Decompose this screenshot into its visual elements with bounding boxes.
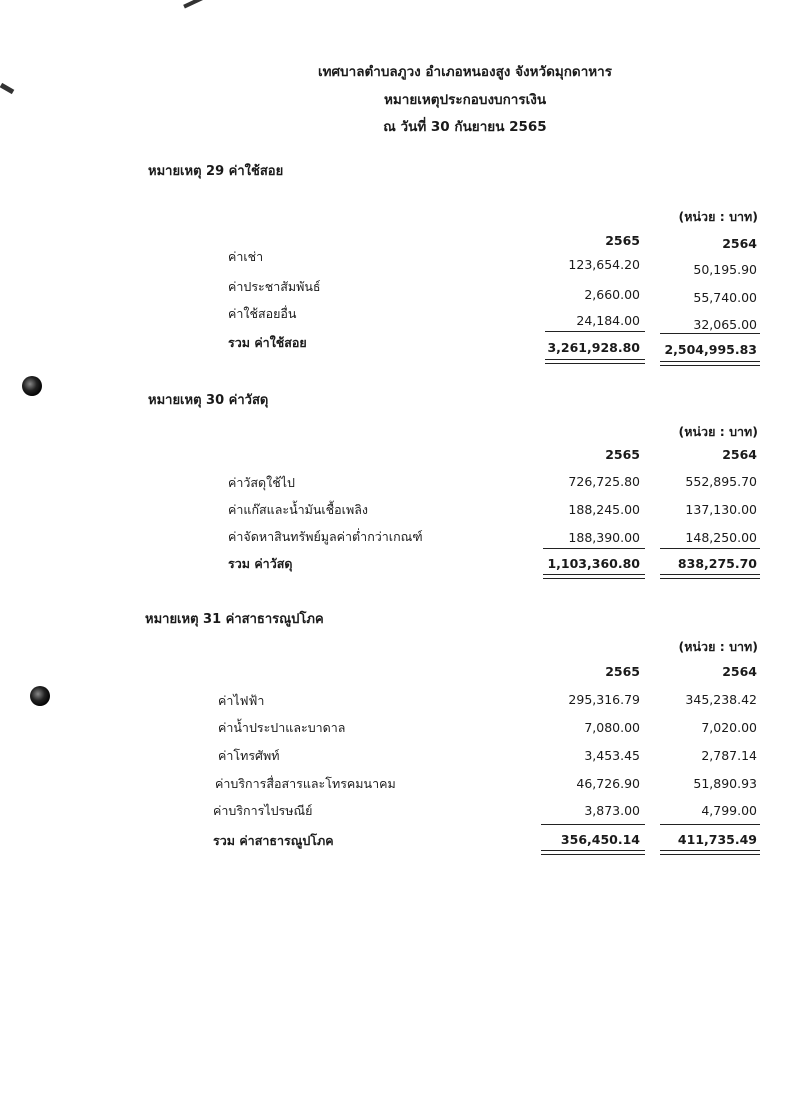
scan-mark-top (183, 0, 205, 8)
subtotal-rule-prior (660, 333, 760, 334)
row-label: ค่าโทรศัพท์ (218, 748, 280, 763)
row-current: 188,390.00 (568, 530, 640, 545)
row-label: ค่าเช่า (228, 249, 264, 264)
total-double-rule-current (543, 574, 645, 579)
row-prior: 50,195.90 (693, 262, 757, 277)
year-current-header: 2565 (605, 664, 640, 679)
subtotal-rule-prior (660, 824, 760, 825)
year-prior-header: 2564 (722, 236, 757, 251)
total-label: รวม ค่าวัสดุ (228, 556, 293, 571)
note-title: หมายเหตุ 29 ค่าใช้สอย (148, 164, 284, 179)
total-current: 356,450.14 (560, 832, 640, 847)
row-label: ค่าประชาสัมพันธ์ (228, 279, 321, 294)
subtotal-rule-current (543, 548, 645, 549)
year-prior-header: 2564 (722, 664, 757, 679)
row-prior: 345,238.42 (685, 692, 757, 707)
row-label: ค่าใช้สอยอื่น (228, 306, 297, 321)
note-title: หมายเหตุ 31 ค่าสาธารณูปโภค (145, 612, 324, 627)
doc-title: หมายเหตุประกอบงบการเงิน (383, 92, 547, 108)
total-double-rule-prior (660, 361, 760, 366)
row-current: 3,873.00 (584, 803, 640, 818)
row-current: 24,184.00 (576, 313, 640, 328)
row-current: 123,654.20 (568, 257, 640, 272)
row-current: 188,245.00 (568, 502, 640, 517)
row-label: ค่าไฟฟ้า (218, 693, 265, 708)
subtotal-rule-current (545, 331, 645, 332)
total-current: 3,261,928.80 (547, 340, 640, 355)
row-prior: 4,799.00 (701, 803, 757, 818)
row-prior: 32,065.00 (693, 317, 757, 332)
row-current: 3,453.45 (584, 748, 640, 763)
note-title: หมายเหตุ 30 ค่าวัสดุ (148, 393, 269, 408)
total-double-rule-prior (660, 574, 760, 579)
row-prior: 7,020.00 (701, 720, 757, 735)
row-label: ค่าจัดหาสินทรัพย์มูลค่าต่ำกว่าเกณฑ์ (228, 529, 423, 544)
row-prior: 51,890.93 (693, 776, 757, 791)
year-current-header: 2565 (605, 233, 640, 248)
unit-label: (หน่วย : บาท) (678, 424, 758, 439)
org-title: เทศบาลตำบลภูวง อำเภอหนองสูง จังหวัดมุกดาหาร (317, 64, 613, 80)
row-current: 2,660.00 (584, 287, 640, 302)
total-double-rule-current (545, 359, 645, 364)
row-current: 46,726.90 (576, 776, 640, 791)
row-prior: 552,895.70 (685, 474, 757, 489)
row-label: ค่าน้ำประปาและบาดาล (218, 720, 346, 735)
year-prior-header: 2564 (722, 447, 757, 462)
row-label: ค่าวัสดุใช้ไป (228, 475, 295, 490)
row-prior: 2,787.14 (701, 748, 757, 763)
row-label: ค่าบริการสื่อสารและโทรคมนาคม (215, 776, 396, 791)
total-double-rule-prior (660, 850, 760, 855)
total-prior: 411,735.49 (677, 832, 757, 847)
row-prior: 148,250.00 (685, 530, 757, 545)
total-current: 1,103,360.80 (547, 556, 640, 571)
row-prior: 137,130.00 (685, 502, 757, 517)
row-label: ค่าแก๊สและน้ำมันเชื้อเพลิง (228, 502, 368, 517)
doc-date: ณ วันที่ 30 กันยายน 2565 (383, 119, 547, 135)
row-current: 295,316.79 (568, 692, 640, 707)
total-prior: 2,504,995.83 (664, 342, 757, 357)
row-current: 7,080.00 (584, 720, 640, 735)
total-label: รวม ค่าสาธารณูปโภค (213, 833, 334, 848)
row-prior: 55,740.00 (693, 290, 757, 305)
total-label: รวม ค่าใช้สอย (228, 335, 307, 350)
unit-label: (หน่วย : บาท) (678, 209, 758, 224)
total-double-rule-current (541, 850, 645, 855)
binder-hole-2 (30, 686, 50, 706)
row-label: ค่าบริการไปรษณีย์ (213, 803, 313, 818)
year-current-header: 2565 (605, 447, 640, 462)
row-current: 726,725.80 (568, 474, 640, 489)
total-prior: 838,275.70 (677, 556, 757, 571)
binder-hole-1 (22, 376, 42, 396)
subtotal-rule-prior (660, 548, 760, 549)
unit-label: (หน่วย : บาท) (678, 639, 758, 654)
subtotal-rule-current (541, 824, 645, 825)
